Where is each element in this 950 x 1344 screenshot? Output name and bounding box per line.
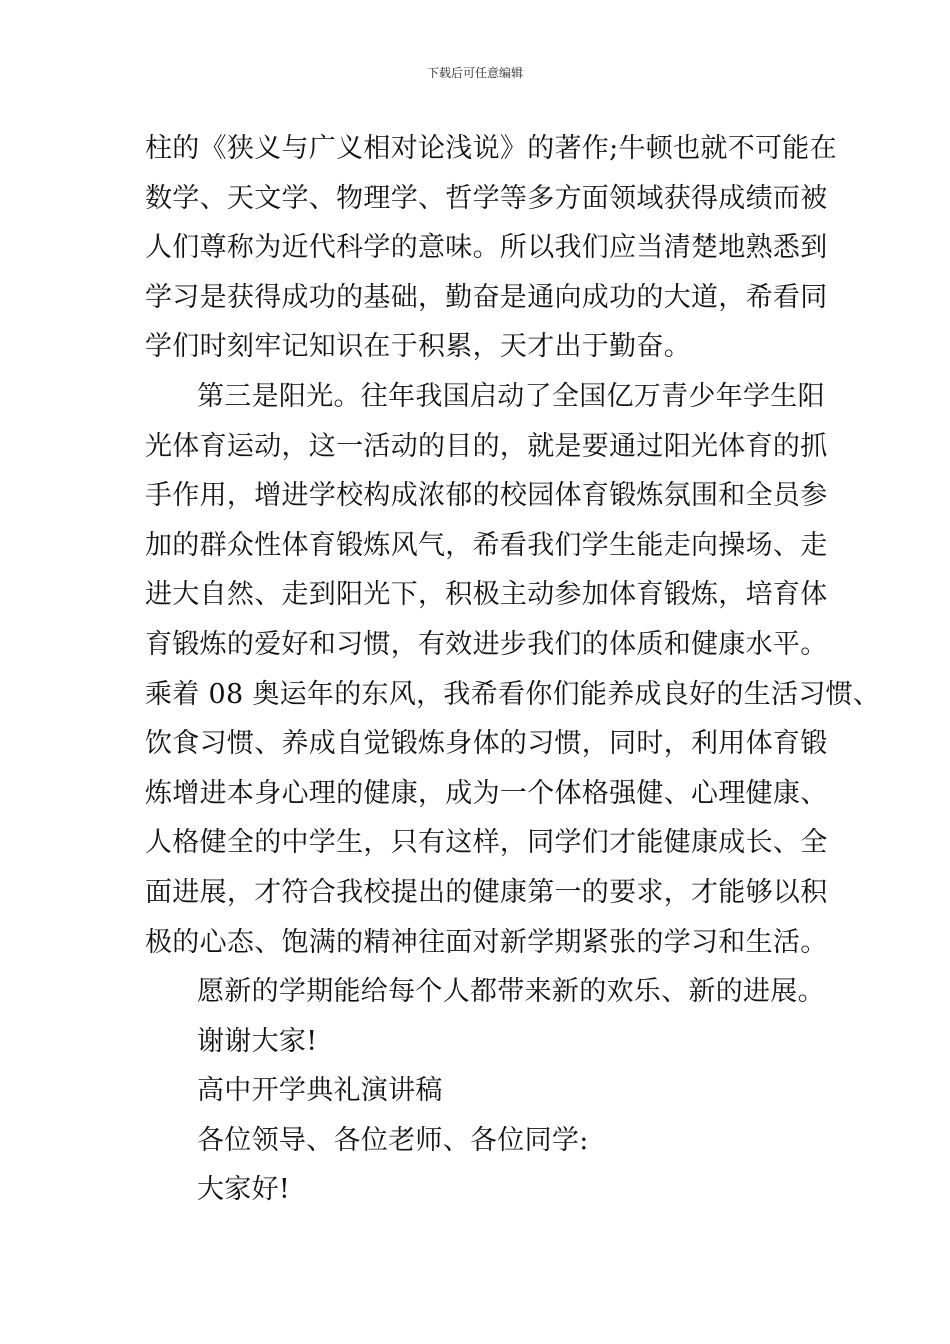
page-header-note: 下载后可任意编辑: [426, 66, 523, 80]
text-line: 人们尊称为近代科学的意味。所以我们应当清楚地熟悉到: [145, 232, 828, 264]
text-line: 加的群众性体育锻炼风气，希看我们学生能走向操场、走: [145, 529, 828, 561]
text-line: 极的心态、饱满的精神往面对新学期紧张的学习和生活。: [145, 926, 828, 958]
text-line: 乘着 08 奥运年的东风，我希看你们能养成良好的生活习惯、: [145, 678, 881, 710]
text-line: 炼增进本身心理的健康，成为一个体格强健、心理健康、: [145, 777, 828, 809]
text-line: 高中开学典礼演讲稿: [197, 1075, 443, 1107]
text-line: 第三是阳光。往年我国启动了全国亿万青少年学生阳: [197, 380, 825, 412]
text-line: 面进展，才符合我校提出的健康第一的要求，才能够以积: [145, 876, 828, 908]
text-line: 手作用，增进学校构成浓郁的校园体育锻炼氛围和全员参: [145, 480, 828, 512]
document-body: [145, 124, 881, 1215]
text-line: 育锻炼的爱好和习惯，有效进步我们的体质和健康水平。: [145, 628, 828, 660]
text-line: 各位领导、各位老师、各位同学:: [197, 1124, 589, 1156]
text-line: 学们时刻牢记知识在于积累，天才出于勤奋。: [145, 331, 691, 363]
text-line: 光体育运动，这一活动的目的，就是要通过阳光体育的抓: [145, 430, 828, 462]
text-line: 饮食习惯、养成自觉锻炼身体的习惯，同时，利用体育锻: [145, 728, 828, 760]
text-line: 数学、天文学、物理学、哲学等多方面领域获得成绩而被: [145, 182, 828, 214]
text-line: 大家好!: [197, 1174, 291, 1206]
text-line: 愿新的学期能给每个人都带来新的欢乐、新的进展。: [197, 976, 825, 1008]
text-line: 谢谢大家!: [197, 1025, 318, 1057]
text-line: 柱的《狭义与广义相对论浅说》的著作;牛顿也就不可能在: [145, 133, 837, 164]
text-line: 学习是获得成功的基础，勤奋是通向成功的大道，希看同: [145, 281, 828, 313]
text-line: 进大自然、走到阳光下，积极主动参加体育锻炼，培育体: [145, 579, 828, 611]
text-line: 人格健全的中学生，只有这样，同学们才能健康成长、全: [145, 827, 828, 859]
